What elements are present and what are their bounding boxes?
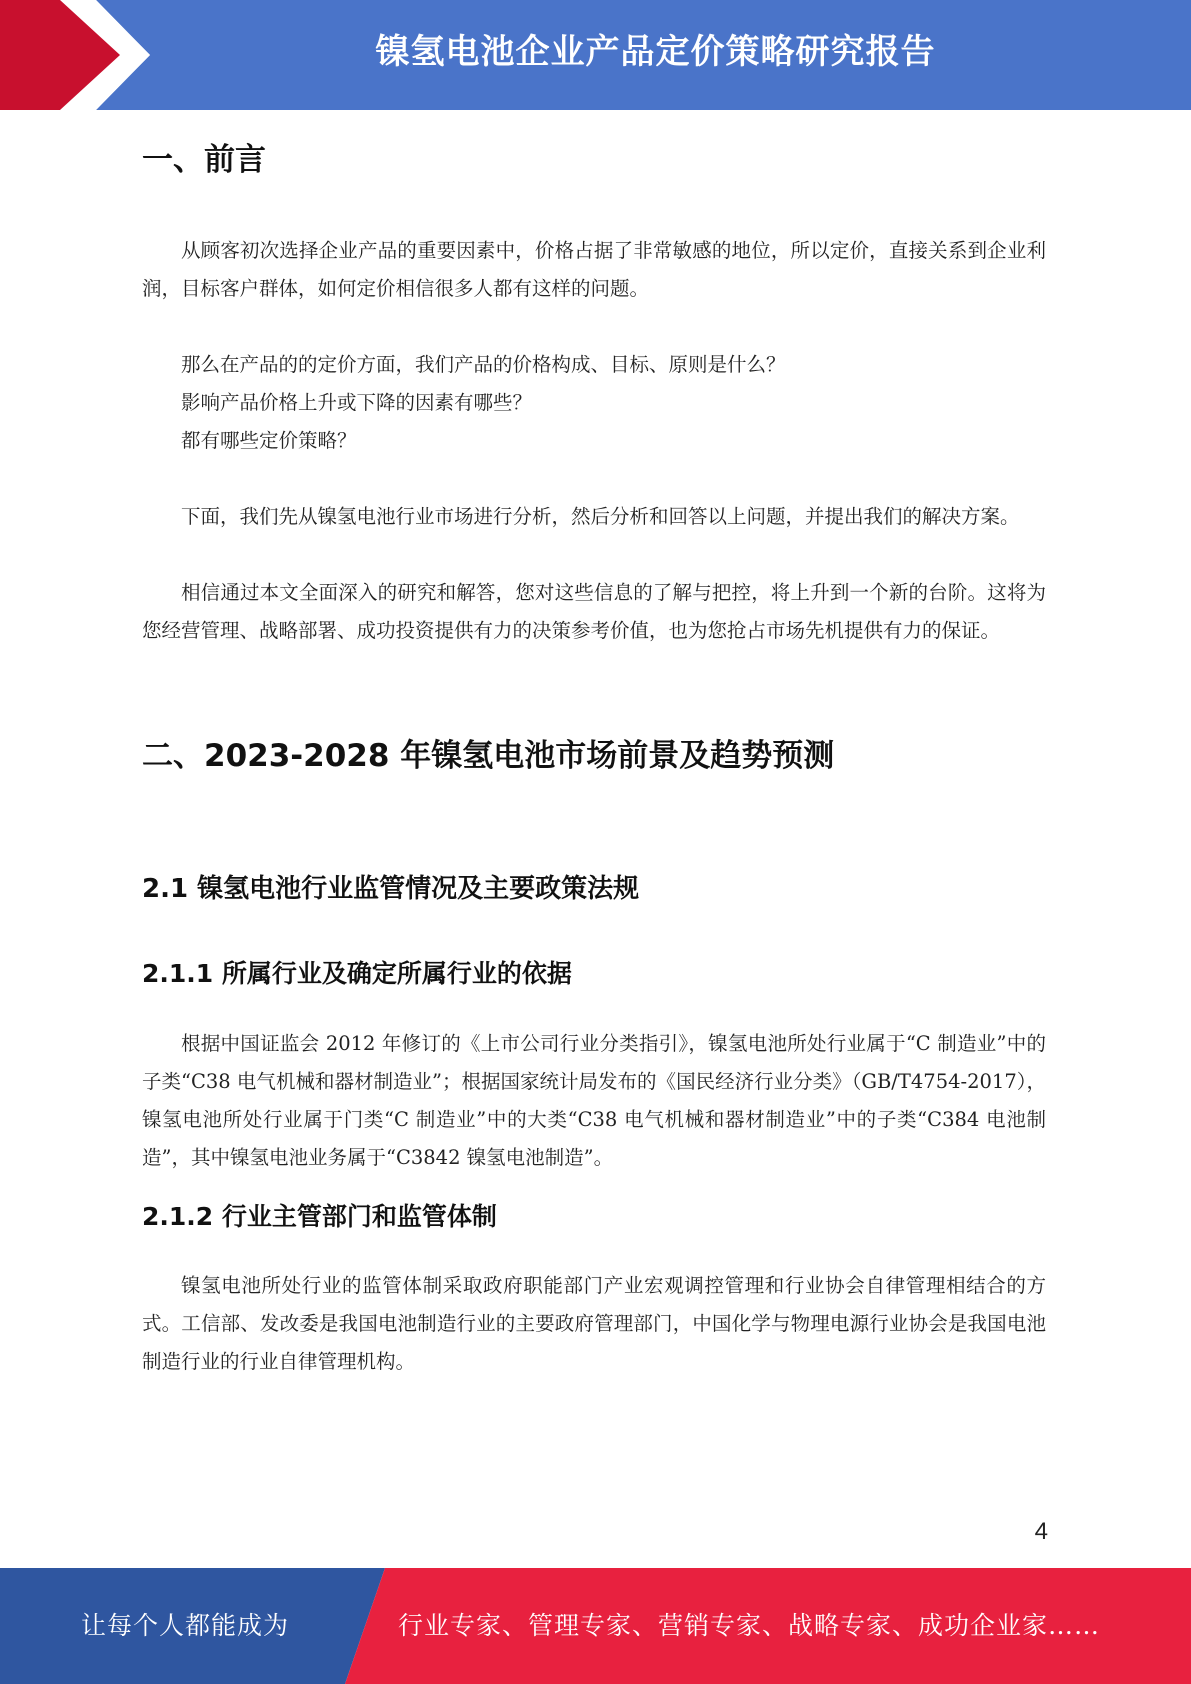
page-number: 4: [1034, 1518, 1048, 1545]
section-1-heading: 一、前言: [142, 142, 266, 178]
regulation-paragraph: 镍氢电池所处行业的监管体制采取政府职能部门产业宏观调控管理和行业协会自律管理相结合的方式。工信部、发改委是我国电池制造行业的主要政府管理部门，中国化学与物理电源行业协会是我国电池制造行业的行业自律管理机构。: [142, 1274, 1046, 1374]
page-content: [142, 110, 1046, 1381]
section-2-heading: 二、2023-2028 年镍氢电池市场前景及趋势预测: [142, 738, 835, 775]
question-2: 影响产品价格上升或下降的因素有哪些？: [181, 391, 533, 415]
footer-slogan-right: 行业专家、管理专家、营销专家、战略专家、成功企业家……: [398, 1611, 1101, 1640]
industry-classification-paragraph: 根据中国证监会 2012 年修订的《上市公司行业分类指引》，镍氢电池所处行业属于“C 制造业”中的子类“C38 电气机械和器材制造业”；根据国家统计局发布的《国民经济行业分类》（GB/T4754-2017），镍氢电池所处行业属于门类“C 制造业”中的大类“C38 电气机械和器材制造业”中的子类“C384 电池制造”，其中镍氢电池业务属于“C3842 镍氢电池制造”。: [142, 1031, 1046, 1169]
question-3: 都有哪些定价策略？: [181, 429, 357, 453]
subsection-2-1-2-heading: 2.1.2 行业主管部门和监管体制: [142, 1201, 497, 1231]
footer-banner: [0, 1568, 1191, 1684]
subsection-2-1-heading: 2.1 镍氢电池行业监管情况及主要政策法规: [142, 873, 640, 904]
header-banner: [0, 0, 1191, 110]
conclusion-paragraph: 相信通过本文全面深入的研究和解答，您对这些信息的了解与把控，将上升到一个新的台阶。这将为您经营管理、战略部署、成功投资提供有力的决策参考价值，也为您抢占市场先机提供有力的保证。: [142, 581, 1046, 643]
report-title: 镍氢电池企业产品定价策略研究报告: [375, 32, 936, 72]
question-1: 那么在产品的的定价方面，我们产品的价格构成、目标、原则是什么？: [181, 353, 786, 377]
footer-slogan-left: 让每个人都能成为: [80, 1611, 289, 1640]
analysis-paragraph: 下面，我们先从镍氢电池行业市场进行分析，然后分析和回答以上问题，并提出我们的解决方案。: [181, 505, 1020, 529]
intro-paragraph: 从顾客初次选择企业产品的重要因素中，价格占据了非常敏感的地位，所以定价，直接关系到企业利润，目标客户群体，如何定价相信很多人都有这样的问题。: [142, 239, 1046, 301]
subsection-2-1-1-heading: 2.1.1 所属行业及确定所属行业的依据: [142, 959, 572, 989]
